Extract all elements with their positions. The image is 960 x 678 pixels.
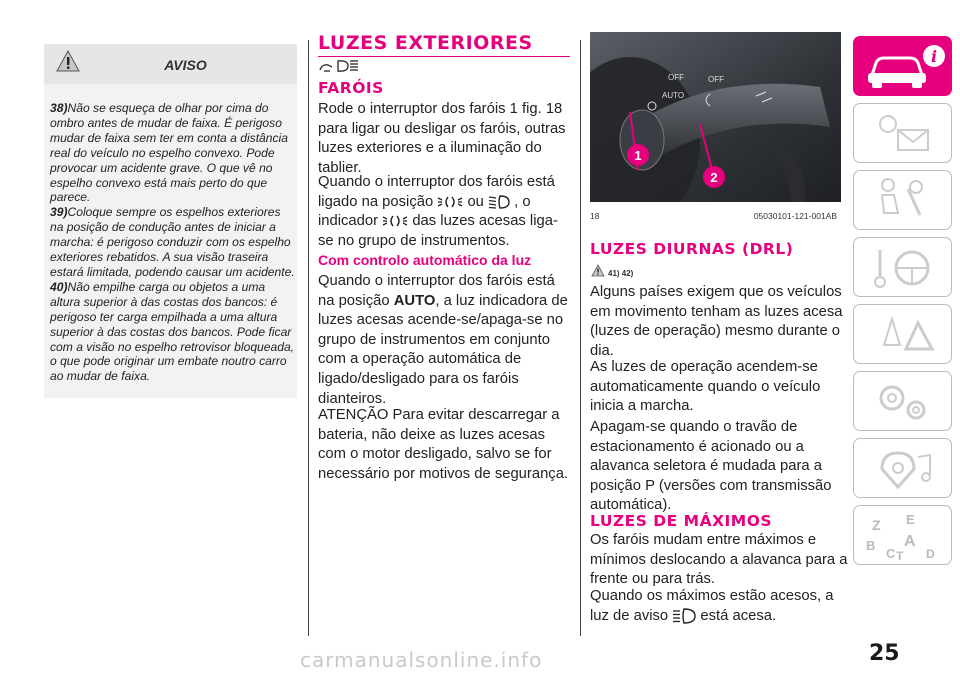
maintenance-gears-icon xyxy=(854,372,951,430)
section-title: LUZES EXTERIORES xyxy=(318,32,570,57)
high-beam-paragraph-2: Quando os máximos estão acesos, a luz de aviso está acesa. xyxy=(590,588,834,624)
car-info-icon xyxy=(854,37,951,95)
high-beam-paragraph-1: Os faróis mudam entre máximos e mínimos deslocando a alavanca para a frente ou para trás. xyxy=(590,532,848,588)
sidebar-tab-vehicle-info[interactable] xyxy=(853,36,952,96)
figure-caption xyxy=(590,211,841,221)
attention-paragraph: ATENÇÃO Para evitar descarregar a bateria, não deixe as luzes acesas com o motor desligado, salvo se for necessário por motivos de segurança. xyxy=(318,407,569,482)
sidebar-tab-multimedia[interactable] xyxy=(853,438,952,498)
warning-item: 39)Coloque sempre os espelhos exteriores na posição de condução antes de iniciar a marcha: é perigoso conduzir com os espelho exteriores rebatidos. A sua visão traseira estará limitada, podendo causar um acidente. xyxy=(50,205,295,279)
off-label-1: OFF xyxy=(668,73,684,82)
callout-2: 2 xyxy=(710,170,718,185)
sidebar-tab-index[interactable] xyxy=(853,505,952,565)
warning-text xyxy=(50,101,295,384)
warning-title: AVISO xyxy=(164,57,207,73)
light-switch-illustration xyxy=(590,32,841,202)
warning-box-header xyxy=(44,44,297,84)
off-label-2: OFF xyxy=(708,75,724,84)
svg-text:T: T xyxy=(896,549,904,563)
auto-label: AUTO xyxy=(662,91,685,100)
alphabetical-index-icon xyxy=(854,506,951,564)
figure-light-switch xyxy=(590,32,841,202)
column-divider-left xyxy=(308,40,309,636)
low-beam-icon xyxy=(488,195,510,209)
figure-code: 05030101-121-001AB xyxy=(753,211,837,221)
dashboard-warning-icon xyxy=(854,104,951,162)
svg-text:C: C xyxy=(886,546,896,561)
svg-text:Z: Z xyxy=(872,517,881,533)
warning-triangle-icon xyxy=(56,50,80,72)
note-references: 41) 42) xyxy=(608,269,634,278)
high-beam-icon xyxy=(672,608,696,624)
high-beam-heading: LUZES DE MÁXIMOS xyxy=(590,512,773,530)
sidebar-tab-emergency[interactable] xyxy=(853,304,952,364)
drl-paragraph-1: Alguns países exigem que os veículos em movimento tenham as luzes acesa (luzes de operação) mesmo durante o dia. xyxy=(590,284,843,359)
warning-item: 40)Não empilhe carga ou objetos a uma altura superior à das costas dos bancos: é perigoso ter carga empilhada a uma altura superior à das costas dos bancos. Pode ficar com a visão no espelho retrovisor bloqueada, o que pode originar um embate noutro carro ao mudar de faixa. xyxy=(50,279,295,384)
auto-light-heading: Com controlo automático da luz xyxy=(318,252,532,268)
callout-1: 1 xyxy=(634,148,642,163)
farois-paragraph: Rode o interruptor dos faróis 1 fig. 18 para ligar ou desligar os faróis, outras luzes exteriores e a iluminação do tablier. xyxy=(318,101,566,176)
svg-text:B: B xyxy=(866,538,876,553)
page-number: 25 xyxy=(869,641,900,666)
headlight-hand-icon xyxy=(318,58,360,74)
multimedia-icon xyxy=(854,439,951,497)
warning-small-icon xyxy=(591,264,605,277)
farois-paragraph-2: Quando o interruptor dos faróis está ligado na posição ou , o indicador das luzes acesas liga-se no grupo de instrumentos. xyxy=(318,174,558,249)
column-divider-right xyxy=(580,40,581,636)
emergency-triangle-icon xyxy=(854,305,951,363)
drl-paragraph-3: Apagam-se quando o travão de estacionamento é acionado ou a alavanca seletora é mudada para a posição P (versões com transmissão automática). xyxy=(590,419,832,514)
svg-text:E: E xyxy=(906,512,915,527)
watermark-text: carmanualsonline.info xyxy=(300,648,543,672)
seat-airbag-icon xyxy=(854,171,951,229)
auto-light-paragraph: Quando o interruptor dos faróis está na posição AUTO, a luz indicadora de luzes acesas acende-se/apaga-se no grupo de instrumentos em conjunto com a operação automática de ligado/desligado para os faróis dianteiros. xyxy=(318,273,568,407)
sidebar-tab-safety[interactable] xyxy=(853,170,952,230)
svg-text:i: i xyxy=(930,47,938,66)
svg-text:D: D xyxy=(926,547,935,561)
svg-text:A: A xyxy=(904,533,916,550)
key-steering-icon xyxy=(854,238,951,296)
drl-heading: LUZES DIURNAS (DRL) xyxy=(590,240,794,258)
farois-heading: FARÓIS xyxy=(318,79,384,97)
side-lights-icon xyxy=(437,195,463,209)
sidebar-tab-starting-driving[interactable] xyxy=(853,237,952,297)
lights-on-indicator-icon xyxy=(382,214,408,228)
drl-paragraph-2: As luzes de operação acendem-se automaticamente quando o veículo inicia a marcha. xyxy=(590,359,821,415)
warning-item: 38)Não se esqueça de olhar por cima do ombro antes de mudar de faixa. É perigoso mudar de faixa sem ter em conta a distância real do veículo no espelho convexo. Pode provocar um acidente grave. O que vê no espelho convexo está mais perto do que parece. xyxy=(50,101,288,205)
sidebar-tab-maintenance[interactable] xyxy=(853,371,952,431)
sidebar-tab-dashboard[interactable] xyxy=(853,103,952,163)
figure-number: 18 xyxy=(590,211,600,221)
